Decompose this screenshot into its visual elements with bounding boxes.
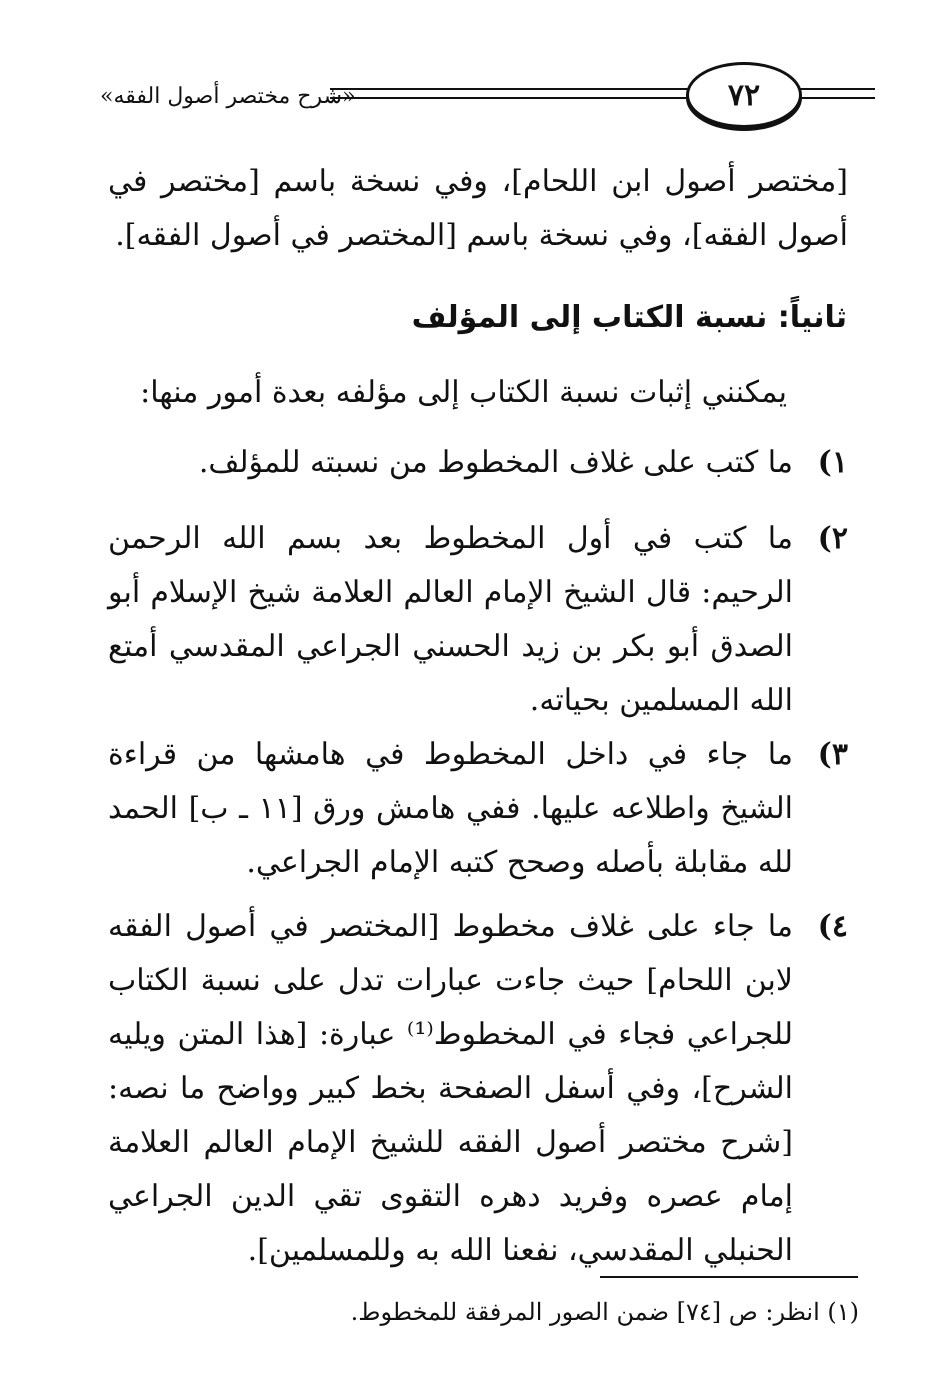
- footnote: (١) انظر: ص [٧٤] ضمن الصور المرفقة للمخطوط.: [350, 1298, 859, 1326]
- page-header: [70, 62, 870, 132]
- running-title: «شرح مختصر أصول الفقه»: [100, 84, 356, 109]
- header-rule: [790, 88, 875, 90]
- section-heading: ثانياً: نسبة الكتاب إلى المؤلف: [411, 300, 847, 335]
- list-item-number: ١): [817, 445, 848, 480]
- list-item-text: ما كتب في أول المخطوط بعد بسم الله الرحمن الرحيم: قال الشيخ الإمام العالم العلامة شيخ الإسلام أبو الصدق أبو بكر بن زيد الحسني الجراعي المقدسي أمتع الله المسلمين بحياته.: [108, 521, 793, 718]
- header-rule: [790, 97, 875, 99]
- page-number: ٧٢: [686, 62, 802, 128]
- list-item-text: ما جاء على غلاف مخطوط [المختصر في أصول الفقه لابن اللحام] حيث جاءت عبارات تدل على نسبة الكتاب للجراعي فجاء في المخطوط⁽¹⁾ عبارة: [هذا المتن ويليه الشرح]، وفي أسفل الصفحة بخط كبير وواضح ما نصه: [شرح مختصر أصول الفقه للشيخ الإمام العالم العلامة إمام عصره وفريد دهره التقوى تقي الدين الجراعي الحنبلي المقدسي، نفعنا الله به وللمسلمين].: [108, 909, 794, 1268]
- list-item-text: ما جاء في داخل المخطوط في هامشها من قراءة الشيخ واطلاعه عليها. ففي هامش ورق [١١ ـ ب] الحمد لله مقابلة بأصله وصحح كتبه الإمام الجراعي.: [108, 737, 793, 880]
- list-item-text: ما كتب على غلاف المخطوط من نسبته للمؤلف.: [198, 445, 793, 480]
- lead-paragraph: يمكنني إثبات نسبة الكتاب إلى مؤلفه بعدة أمور منها:: [140, 375, 787, 410]
- list-item-number: ٢): [817, 521, 848, 556]
- list-item-number: ٤): [817, 909, 848, 944]
- footnote-rule: [600, 1276, 858, 1278]
- intro-paragraph: [مختصر أصول ابن اللحام]، وفي نسخة باسم [مختصر في أصول الفقه]، وفي نسخة باسم [المختصر في أصول الفقه].: [108, 164, 848, 253]
- list-item-number: ٣): [817, 737, 848, 772]
